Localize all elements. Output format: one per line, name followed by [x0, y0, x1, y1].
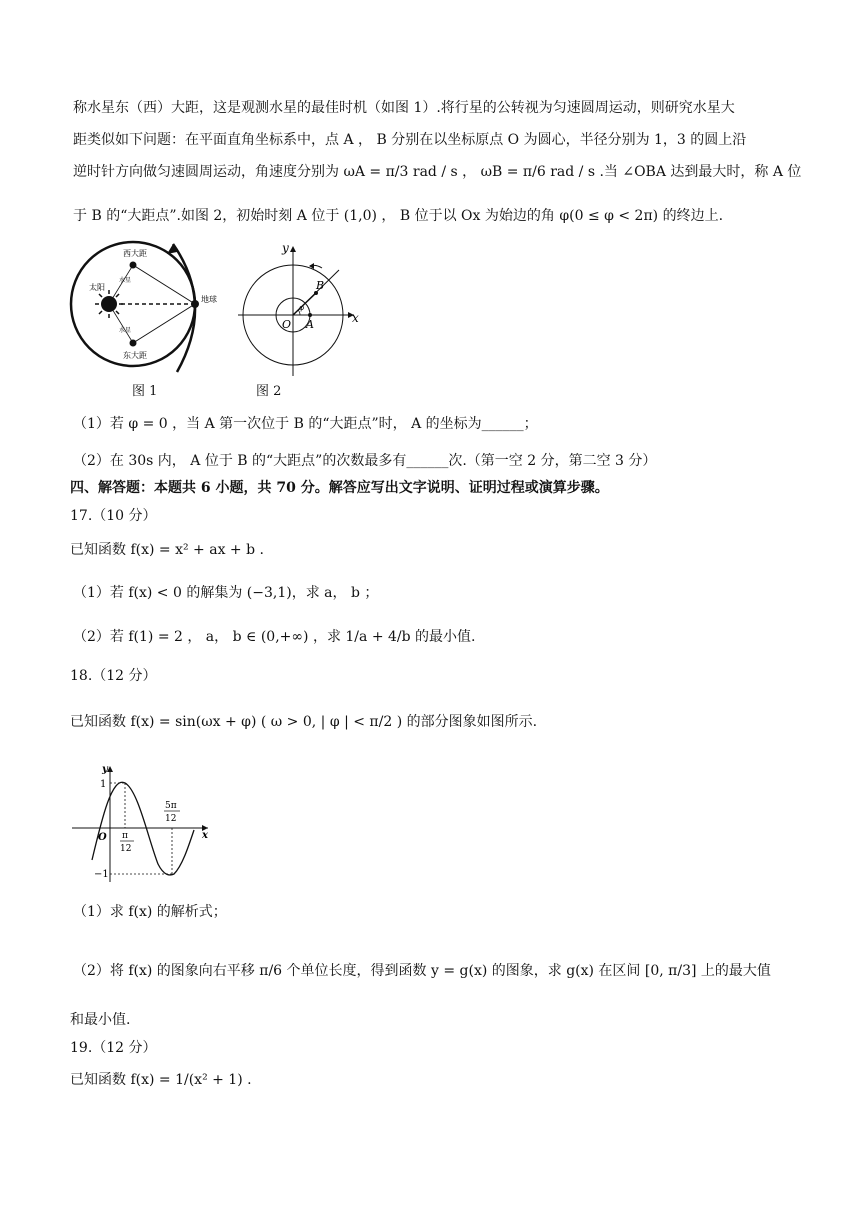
label-west-elongation: 西大距 [123, 249, 147, 258]
figure-2-diagram [236, 240, 366, 380]
figure-2-caption: 图 2 [256, 384, 282, 399]
q18-sine-graph [68, 758, 218, 888]
point-b-label: B [316, 279, 325, 292]
q18-stem: 已知函数 f(x) = sin(ωx + φ) ( ω > 0, | φ | < π/2 ) 的部分图象如图所示. [70, 714, 538, 730]
axis-label-y: y [282, 241, 289, 255]
q16-line-4: 于 B 的“大距点”.如图 2，初始时刻 A 位于 (1,0) ， B 位于以 Ox 为始边的角 φ(0 ≤ φ < 2π) 的终边上. [73, 208, 724, 224]
q19-header: 19.（12 分） [70, 1040, 157, 1056]
q16-line-2: 距类似如下问题：在平面直角坐标系中，点 A ， B 分别在以坐标原点 O 为圆心，半径分别为 1，3 的圆上沿 [73, 132, 747, 148]
origin-label: O [282, 318, 292, 331]
graph-axis-x: x [202, 830, 208, 841]
q18-subquestion-2-continued: 和最小值. [70, 1012, 131, 1028]
label-east-elongation: 东大距 [123, 351, 147, 360]
q19-stem: 已知函数 f(x) = 1/(x² + 1) . [70, 1072, 252, 1088]
graph-y-tick-neg1: −1 [94, 869, 109, 880]
figure-1-caption: 图 1 [132, 384, 158, 399]
graph-axis-y: y [102, 764, 108, 775]
q16-subquestion-1: （1）若 φ = 0 ，当 A 第一次位于 B 的“大距点”时， A 的坐标为______； [73, 416, 538, 432]
q17-subquestion-1: （1）若 f(x) < 0 的解集为 (−3,1)，求 a， b ； [73, 585, 379, 601]
point-a-label: A [306, 318, 314, 331]
q16-line-3: 逆时针方向做匀速圆周运动，角速度分别为 ωA = π/3 rad / s ， ωB = π/6 rad / s .当 ∠OBA 达到最大时，称 A 位 [73, 164, 802, 180]
graph-origin: O [98, 832, 107, 843]
angle-phi-label: φ [299, 304, 304, 312]
label-earth: 地球 [201, 295, 217, 304]
q18-header: 18.（12 分） [70, 668, 157, 684]
label-sun: 太阳 [89, 283, 105, 292]
q17-subquestion-2: （2）若 f(1) = 2 ， a， b ∈ (0,+∞) ，求 1/a + 4/b 的最小值. [73, 629, 476, 645]
graph-y-tick-1: 1 [100, 779, 107, 790]
q16-line-1: 称水星东（西）大距，这是观测水星的最佳时机（如图 1）.将行星的公转视为匀速圆周运动，则研究水星大 [73, 100, 735, 116]
graph-x-tick-pi12-den: 12 [120, 844, 132, 854]
label-mercury-bottom: 水星 [119, 327, 132, 334]
axis-label-x: x [352, 311, 359, 325]
graph-x-tick-5pi12-den: 12 [165, 814, 177, 824]
graph-x-tick-pi12-num: π [122, 831, 128, 841]
graph-x-tick-5pi12-num: 5π [165, 801, 177, 811]
section-4-heading: 四、解答题：本题共 6 小题，共 70 分。解答应写出文字说明、证明过程或演算步骤。 [70, 480, 609, 496]
figure-1-diagram [65, 240, 235, 380]
q17-header: 17.（10 分） [70, 508, 157, 524]
q16-subquestion-2: （2）在 30s 内， A 位于 B 的“大距点”的次数最多有______次.（第一空 2 分，第二空 3 分） [73, 453, 657, 469]
label-mercury-top: 水星 [119, 277, 132, 284]
q18-subquestion-2: （2）将 f(x) 的图象向右平移 π/6 个单位长度，得到函数 y = g(x) 的图象，求 g(x) 在区间 [0, π/3] 上的最大值 [73, 963, 771, 979]
q18-subquestion-1: （1）求 f(x) 的解析式； [73, 904, 227, 920]
q17-stem: 已知函数 f(x) = x² + ax + b . [70, 542, 264, 558]
